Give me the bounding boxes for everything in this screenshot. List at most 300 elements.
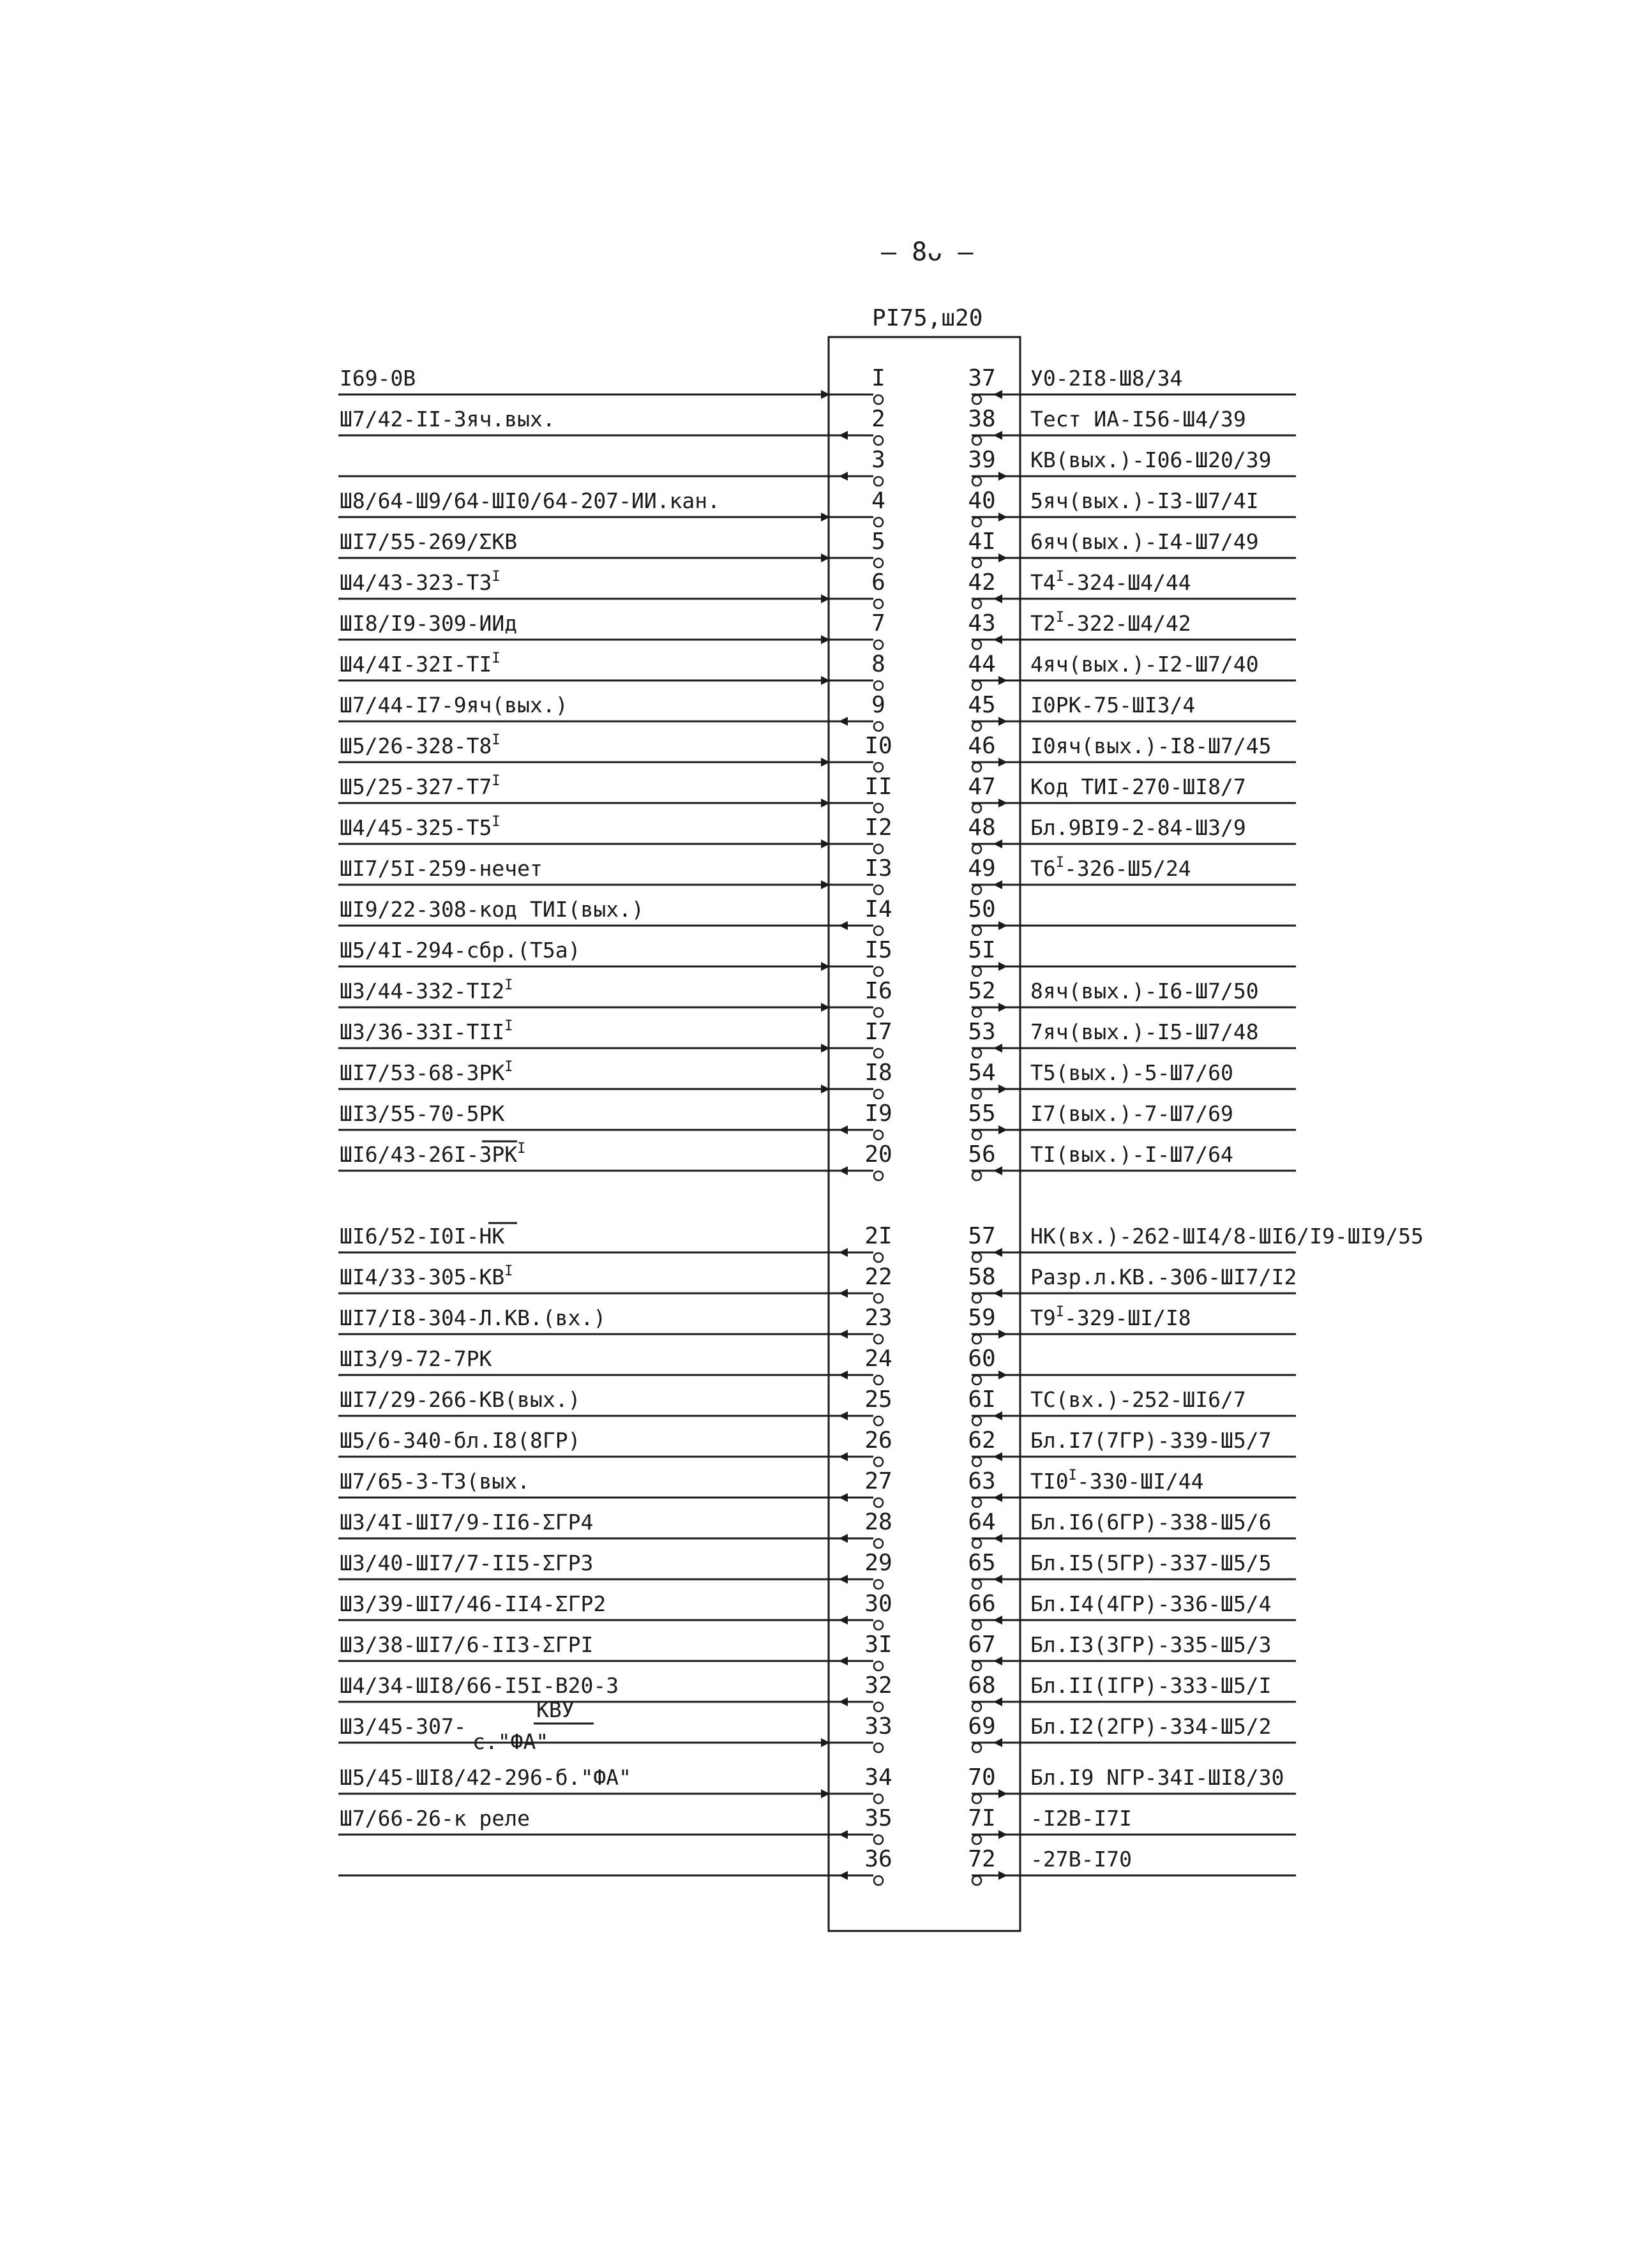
pin-row-left xyxy=(338,1059,892,1099)
pin-number: I8 xyxy=(864,1060,892,1086)
signal-label: Ш5/6-340-бл.I8(8ГР) xyxy=(340,1428,581,1453)
superscript: I xyxy=(1055,610,1064,626)
pin-row-right xyxy=(968,405,1296,445)
pin-number: 50 xyxy=(968,896,996,922)
pin-row-right xyxy=(968,1385,1296,1425)
pin-number: 5 xyxy=(871,529,885,555)
pin-number: 48 xyxy=(968,815,996,841)
pin-row-right xyxy=(968,1630,1296,1671)
pin-number: 25 xyxy=(864,1386,892,1413)
pin-row-right xyxy=(968,895,1296,935)
pin-row-left xyxy=(338,692,885,731)
terminal-circle xyxy=(874,1835,883,1844)
terminal-circle xyxy=(874,763,883,772)
pin-row-left xyxy=(338,1672,892,1711)
signal-label: Ш8/64-Ш9/64-ШI0/64-207-ИИ.кан. xyxy=(340,488,721,513)
arrow-out xyxy=(839,1534,848,1543)
terminal-circle xyxy=(874,640,883,649)
pin-row-right xyxy=(968,854,1296,894)
signal-label: ШI3/9-72-7РК xyxy=(340,1346,492,1371)
signal-label: ШI6/52-I0I-НК xyxy=(340,1224,505,1249)
arrow-in xyxy=(993,880,1002,889)
signal-label: У0-2I8-Ш8/34 xyxy=(1030,366,1183,391)
pin-number: 7 xyxy=(871,610,885,636)
signal-label: ТС(вх.)-252-ШI6/7 xyxy=(1030,1387,1246,1412)
label-tail: -330-ШI/44 xyxy=(1076,1469,1204,1494)
terminal-circle xyxy=(972,599,981,608)
signal-label: Ш7/42-II-3яч.вых. xyxy=(340,407,555,432)
pin-row-right xyxy=(968,1763,1296,1803)
page-number: – 8ᴗ – xyxy=(881,237,974,267)
pin-number: 69 xyxy=(968,1713,996,1739)
arrow-out xyxy=(839,717,848,726)
pin-row-left xyxy=(338,1263,892,1303)
arrow-out xyxy=(998,513,1007,522)
terminal-circle xyxy=(874,1130,883,1139)
signal-label: 5яч(вых.)-I3-Ш7/4I xyxy=(1030,488,1259,513)
terminal-circle xyxy=(874,1376,883,1385)
arrow-out xyxy=(998,1830,1007,1839)
pin-number: 2I xyxy=(864,1223,892,1249)
arrow-out xyxy=(998,799,1007,807)
pin-row-right xyxy=(968,936,1296,976)
signal-label: Ш3/4I-ШI7/9-II6-ΣГР4 xyxy=(340,1510,594,1535)
pin-row-right xyxy=(968,732,1296,772)
pin-number: 33 xyxy=(864,1713,892,1739)
signal-label: $ТI0^I-330-ШI/44$ xyxy=(1030,1468,1204,1494)
pin-row-right xyxy=(968,1467,1296,1507)
terminal-circle xyxy=(972,1416,981,1425)
arrow-in xyxy=(993,1697,1002,1706)
pin-row-left xyxy=(338,610,885,649)
pin-row-left xyxy=(338,1018,892,1058)
pin-row-left xyxy=(338,1468,892,1507)
pin-number: I0 xyxy=(864,733,892,759)
pin-number: 47 xyxy=(968,774,996,800)
signal-label: Разр.л.КВ.-306-ШI7/I2 xyxy=(1030,1265,1297,1289)
signal-label: ШI7/5I-259-нечет xyxy=(340,856,543,881)
pin-number: 39 xyxy=(968,447,996,473)
arrow-in xyxy=(993,1575,1002,1584)
pin-row-left xyxy=(338,1764,892,1803)
signal-label: Бл.I4(4ГР)-336-Ш5/4 xyxy=(1030,1591,1272,1616)
pin-number: 6I xyxy=(968,1386,996,1413)
pin-number: I6 xyxy=(864,978,892,1004)
pin-number: 43 xyxy=(968,610,996,636)
terminal-circle xyxy=(972,1621,981,1630)
pin-number: 52 xyxy=(968,978,996,1004)
pin-number: 60 xyxy=(968,1346,996,1372)
pin-number: 26 xyxy=(864,1427,892,1453)
terminal-circle xyxy=(972,640,981,649)
signal-label: 7яч(вых.)-I5-Ш7/48 xyxy=(1030,1019,1259,1044)
arrow-out xyxy=(839,1289,848,1298)
pin-number: 36 xyxy=(864,1846,892,1872)
terminal-circle xyxy=(874,1335,883,1344)
arrow-in xyxy=(993,1289,1002,1298)
arrow-out xyxy=(839,1248,848,1257)
signal-label: I0РК-75-ШI3/4 xyxy=(1030,693,1196,717)
arrow-out xyxy=(839,1656,848,1665)
terminal-circle xyxy=(972,1253,981,1262)
signal-label: ШI9/22-308-код ТИI(вых.) xyxy=(340,897,644,922)
arrow-out xyxy=(839,1125,848,1134)
terminal-circle xyxy=(972,1539,981,1548)
signal-label: ШI7/I8-304-Л.КВ.(вх.) xyxy=(340,1305,606,1330)
terminal-circle xyxy=(972,1008,981,1017)
signal-label: I7(вых.)-7-Ш7/69 xyxy=(1030,1101,1233,1126)
pin-row-right xyxy=(968,1018,1296,1058)
arrow-in xyxy=(993,594,1002,603)
label-tail: -324-Ш4/44 xyxy=(1064,570,1191,595)
pin-row-left xyxy=(338,569,885,608)
pin-number: 62 xyxy=(968,1427,996,1453)
superscript: I xyxy=(492,650,501,666)
pin-number: 38 xyxy=(968,406,996,432)
pin-row-right xyxy=(968,1303,1296,1344)
arrow-out xyxy=(839,431,848,440)
terminal-circle xyxy=(972,518,981,527)
pin-number: I3 xyxy=(864,855,892,882)
pin-row-left xyxy=(338,732,892,772)
pin-row-right xyxy=(968,364,1296,404)
pin-row-right xyxy=(968,977,1296,1017)
label-tail: -326-Ш5/24 xyxy=(1064,856,1191,881)
pin-number: I2 xyxy=(864,815,892,841)
arrow-in xyxy=(993,390,1002,399)
signal-label: $Ш4/45-325-Т5^I$ xyxy=(340,814,501,840)
pin-number: 58 xyxy=(968,1264,996,1290)
terminal-circle xyxy=(972,1171,981,1180)
arrow-out xyxy=(839,1871,848,1880)
pin-number: 65 xyxy=(968,1550,996,1576)
signal-label: Бл.I7(7ГР)-339-Ш5/7 xyxy=(1030,1428,1272,1453)
terminal-circle xyxy=(874,926,883,935)
pin-row-left xyxy=(338,1386,892,1425)
pin-number: 6 xyxy=(871,569,885,596)
label-tail: -322-Ш4/42 xyxy=(1064,611,1191,636)
pin-row-left xyxy=(338,447,885,486)
terminal-circle xyxy=(972,477,981,486)
terminal-circle xyxy=(874,1049,883,1058)
terminal-circle xyxy=(874,1580,883,1589)
terminal-circle xyxy=(972,1876,981,1885)
pin-number: 40 xyxy=(968,488,996,514)
signal-label: $Т2^I-322-Ш4/42$ xyxy=(1030,610,1191,636)
terminal-circle xyxy=(972,559,981,567)
pin-row-left xyxy=(338,1509,892,1548)
superscript: I xyxy=(492,773,501,789)
pin-row-left xyxy=(338,814,892,853)
pin-row-left xyxy=(338,1591,892,1630)
arrow-out xyxy=(839,1575,848,1584)
terminal-circle xyxy=(874,1008,883,1017)
terminal-circle xyxy=(972,1049,981,1058)
pin-number: 9 xyxy=(871,692,885,718)
arrow-out xyxy=(998,962,1007,971)
terminal-circle xyxy=(972,1498,981,1507)
pin-number: 22 xyxy=(864,1264,892,1290)
fraction-top: КВУ xyxy=(536,1697,575,1722)
signal-label: КВ(вых.)-I06-Ш20/39 xyxy=(1030,447,1272,472)
arrow-out xyxy=(998,1330,1007,1339)
arrow-in xyxy=(993,1534,1002,1543)
superscript: I xyxy=(517,1141,526,1157)
terminal-circle xyxy=(874,722,883,731)
pin-number: 57 xyxy=(968,1223,996,1249)
terminal-circle xyxy=(874,1171,883,1180)
pin-row-right xyxy=(968,1426,1296,1466)
pin-number: 28 xyxy=(864,1509,892,1535)
signal-label: $ШI4/33-305-КВ^I$ xyxy=(340,1263,513,1289)
pin-number: 2 xyxy=(871,406,885,432)
pin-row-right xyxy=(968,1804,1296,1844)
connector-title: PI75,ш20 xyxy=(872,305,983,331)
fraction-bottom: с."ФА" xyxy=(472,1729,549,1754)
pin-row-left xyxy=(338,977,892,1017)
pin-number: 46 xyxy=(968,733,996,759)
pin-row-left xyxy=(338,1805,892,1844)
pin-number: I xyxy=(871,365,885,391)
pin-row-right xyxy=(968,1058,1296,1099)
pin-row-left xyxy=(338,1846,892,1885)
arrow-in xyxy=(993,1493,1002,1502)
pin-row-left xyxy=(338,1346,892,1385)
signal-label: $Ш4/43-323-Т3^I$ xyxy=(340,569,501,595)
terminal-circle xyxy=(874,1498,883,1507)
terminal-circle xyxy=(874,477,883,486)
signal-label: ШI3/55-70-5РК xyxy=(340,1101,505,1126)
terminal-circle xyxy=(874,681,883,690)
arrow-out xyxy=(998,1125,1007,1134)
terminal-circle xyxy=(874,967,883,976)
terminal-circle xyxy=(874,1294,883,1303)
signal-label: $ШI6/43-26I-3РК^I$ xyxy=(340,1141,526,1167)
arrow-out xyxy=(839,1616,848,1625)
arrow-in xyxy=(993,1166,1002,1175)
arrow-out xyxy=(839,1371,848,1379)
arrow-in xyxy=(993,1452,1002,1461)
signal-label: Бл.I5(5ГР)-337-Ш5/5 xyxy=(1030,1551,1272,1575)
terminal-circle xyxy=(972,436,981,445)
terminal-circle xyxy=(972,967,981,976)
signal-label: $Ш3/36-33I-ТII^I$ xyxy=(340,1018,513,1044)
signal-label: Ш3/38-ШI7/6-II3-ΣГРI xyxy=(340,1632,594,1657)
superscript: I xyxy=(1055,569,1064,585)
signal-label: $Ш3/44-332-ТI2^I$ xyxy=(340,977,513,1003)
pin-row-left xyxy=(338,1223,892,1262)
terminal-circle xyxy=(874,1876,883,1885)
signal-label: -27В-I70 xyxy=(1030,1847,1132,1872)
terminal-circle xyxy=(972,1835,981,1844)
terminal-circle xyxy=(874,518,883,527)
terminal-circle xyxy=(972,926,981,935)
signal-label: $Ш5/25-327-Т7^I$ xyxy=(340,773,501,799)
pin-row-left xyxy=(338,855,892,894)
signal-label: ТI(вых.)-I-Ш7/64 xyxy=(1030,1142,1233,1167)
arrow-out xyxy=(998,921,1007,930)
superscript: I xyxy=(492,569,501,585)
signal-label: ШI8/I9-309-ИИд xyxy=(340,611,518,636)
terminal-circle xyxy=(874,1457,883,1466)
superscript: I xyxy=(504,1059,513,1075)
pin-number: 37 xyxy=(968,365,996,391)
terminal-circle xyxy=(972,1090,981,1099)
signal-label: -I2В-I7I xyxy=(1030,1806,1132,1831)
terminal-circle xyxy=(972,1457,981,1466)
pin-row-left xyxy=(338,365,885,404)
signal-label: 8яч(вых.)-I6-Ш7/50 xyxy=(1030,979,1259,1003)
signal-label: Ш3/45-307- xyxy=(340,1714,467,1739)
pin-row-right xyxy=(968,568,1296,608)
terminal-circle xyxy=(874,1539,883,1548)
terminal-circle xyxy=(972,1662,981,1671)
superscript: I xyxy=(504,977,513,993)
signal-label: $ШI7/53-68-3РК^I$ xyxy=(340,1059,513,1085)
terminal-circle xyxy=(972,681,981,690)
pin-row-right xyxy=(968,813,1296,853)
arrow-out xyxy=(998,1789,1007,1798)
arrow-out xyxy=(998,472,1007,481)
arrow-out xyxy=(839,1411,848,1420)
pin-row-left xyxy=(338,1100,892,1139)
pin-number: I7 xyxy=(864,1019,892,1045)
pin-row-left xyxy=(338,1427,892,1466)
pin-row-right xyxy=(968,1344,1296,1385)
pin-number: 70 xyxy=(968,1764,996,1791)
superscript: I xyxy=(1055,855,1064,871)
pin-row-left xyxy=(338,1697,892,1754)
arrow-out xyxy=(839,1697,848,1706)
arrow-in xyxy=(993,1248,1002,1257)
label-tail: -329-ШI/I8 xyxy=(1064,1305,1191,1330)
arrow-out xyxy=(839,1166,848,1175)
signal-label: $Ш4/4I-32I-ТI^I$ xyxy=(340,650,501,677)
pin-row-right xyxy=(968,1508,1296,1548)
pin-number: I4 xyxy=(864,896,892,922)
signal-label: Ш4/34-ШI8/66-I5I-В20-3 xyxy=(340,1673,619,1698)
signal-label: Бл.I9 NГР-34I-ШI8/30 xyxy=(1030,1765,1284,1790)
arrow-out xyxy=(998,717,1007,726)
pin-row-left xyxy=(338,488,885,527)
pin-number: 35 xyxy=(864,1805,892,1831)
signal-label: Ш3/39-ШI7/46-II4-ΣГР2 xyxy=(340,1591,606,1616)
pin-number: 68 xyxy=(968,1672,996,1699)
pin-number: 64 xyxy=(968,1509,996,1535)
terminal-circle xyxy=(972,1580,981,1589)
pin-row-left xyxy=(338,896,892,935)
signal-label: Ш3/40-ШI7/7-II5-ΣГР3 xyxy=(340,1551,594,1575)
terminal-circle xyxy=(972,804,981,813)
pin-row-left xyxy=(338,529,885,567)
signal-label: I69-0В xyxy=(340,366,416,391)
pin-number: 59 xyxy=(968,1305,996,1331)
arrow-out xyxy=(998,758,1007,767)
pin-row-right xyxy=(968,527,1296,567)
pin-number: 24 xyxy=(864,1346,892,1372)
arrow-in xyxy=(993,1044,1002,1053)
signal-label: ШI7/55-269/ΣКВ xyxy=(340,529,518,554)
signal-label: $Т9^I-329-ШI/I8$ xyxy=(1030,1304,1191,1330)
terminal-circle xyxy=(874,395,883,404)
pin-number: 44 xyxy=(968,651,996,677)
pin-number: 42 xyxy=(968,569,996,596)
pin-row-right xyxy=(968,1263,1297,1303)
pin-row-right xyxy=(968,1140,1296,1180)
signal-label: 4яч(вых.)-I2-Ш7/40 xyxy=(1030,652,1259,677)
arrow-out xyxy=(998,1003,1007,1012)
pin-number: 4 xyxy=(871,488,885,514)
terminal-circle xyxy=(874,1090,883,1099)
pin-number: I5 xyxy=(864,937,892,963)
arrow-in xyxy=(993,1616,1002,1625)
superscript: I xyxy=(504,1018,513,1034)
terminal-circle xyxy=(972,1376,981,1385)
signal-label: Ш5/45-ШI8/42-296-б."ФА" xyxy=(340,1765,631,1790)
pin-row-right xyxy=(968,486,1296,527)
signal-label: Ш7/65-3-Т3(вых. xyxy=(340,1469,531,1494)
signal-label: $Т6^I-326-Ш5/24$ xyxy=(1030,855,1191,881)
pin-row-right xyxy=(968,650,1296,690)
pin-number: 20 xyxy=(864,1141,892,1168)
signal-label: Бл.9BI9-2-84-Ш3/9 xyxy=(1030,815,1246,840)
pin-row-right xyxy=(968,1712,1296,1752)
arrow-in xyxy=(993,431,1002,440)
signal-label: Бл.II(IГР)-333-Ш5/I xyxy=(1030,1673,1272,1698)
pin-number: I9 xyxy=(864,1100,892,1127)
signal-label: Бл.I6(6ГР)-338-Ш5/6 xyxy=(1030,1510,1272,1535)
arrow-in xyxy=(993,1738,1002,1747)
arrow-out xyxy=(998,1871,1007,1880)
pin-number: 72 xyxy=(968,1846,996,1872)
terminal-circle xyxy=(972,395,981,404)
terminal-circle xyxy=(972,845,981,853)
pin-number: 66 xyxy=(968,1591,996,1617)
superscript: I xyxy=(1055,1304,1064,1320)
signal-label: $Ш5/26-328-Т8^I$ xyxy=(340,732,501,758)
terminal-circle xyxy=(874,1621,883,1630)
pin-number: 5I xyxy=(968,937,996,963)
superscript: I xyxy=(504,1263,513,1279)
terminal-circle xyxy=(972,1794,981,1803)
pin-row-left xyxy=(338,406,885,445)
signal-label: Ш5/4I-294-сбр.(Т5а) xyxy=(340,938,581,963)
pin-number: 30 xyxy=(864,1591,892,1617)
terminal-circle xyxy=(972,722,981,731)
signal-label: Т5(вых.)-5-Ш7/60 xyxy=(1030,1060,1233,1085)
terminal-circle xyxy=(874,1662,883,1671)
pin-number: 67 xyxy=(968,1632,996,1658)
signal-label: Ш7/44-I7-9яч(вых.) xyxy=(340,693,568,717)
pin-number: II xyxy=(864,774,892,800)
arrow-out xyxy=(998,553,1007,562)
arrow-out xyxy=(998,676,1007,685)
arrow-in xyxy=(993,635,1002,644)
pin-row-right xyxy=(968,1549,1296,1589)
signal-label: Тест ИА-I56-Ш4/39 xyxy=(1030,407,1246,432)
terminal-circle xyxy=(972,763,981,772)
pin-number: 34 xyxy=(864,1764,892,1791)
terminal-circle xyxy=(874,1743,883,1752)
pin-number: 54 xyxy=(968,1060,996,1086)
pin-row-left xyxy=(338,1141,892,1180)
pin-row-right xyxy=(968,1099,1296,1139)
pin-number: 4I xyxy=(968,529,996,555)
terminal-circle xyxy=(874,1416,883,1425)
pin-number: 8 xyxy=(871,651,885,677)
pin-row-right xyxy=(968,1845,1296,1885)
signal-label: Бл.I3(3ГР)-335-Ш5/3 xyxy=(1030,1632,1272,1657)
